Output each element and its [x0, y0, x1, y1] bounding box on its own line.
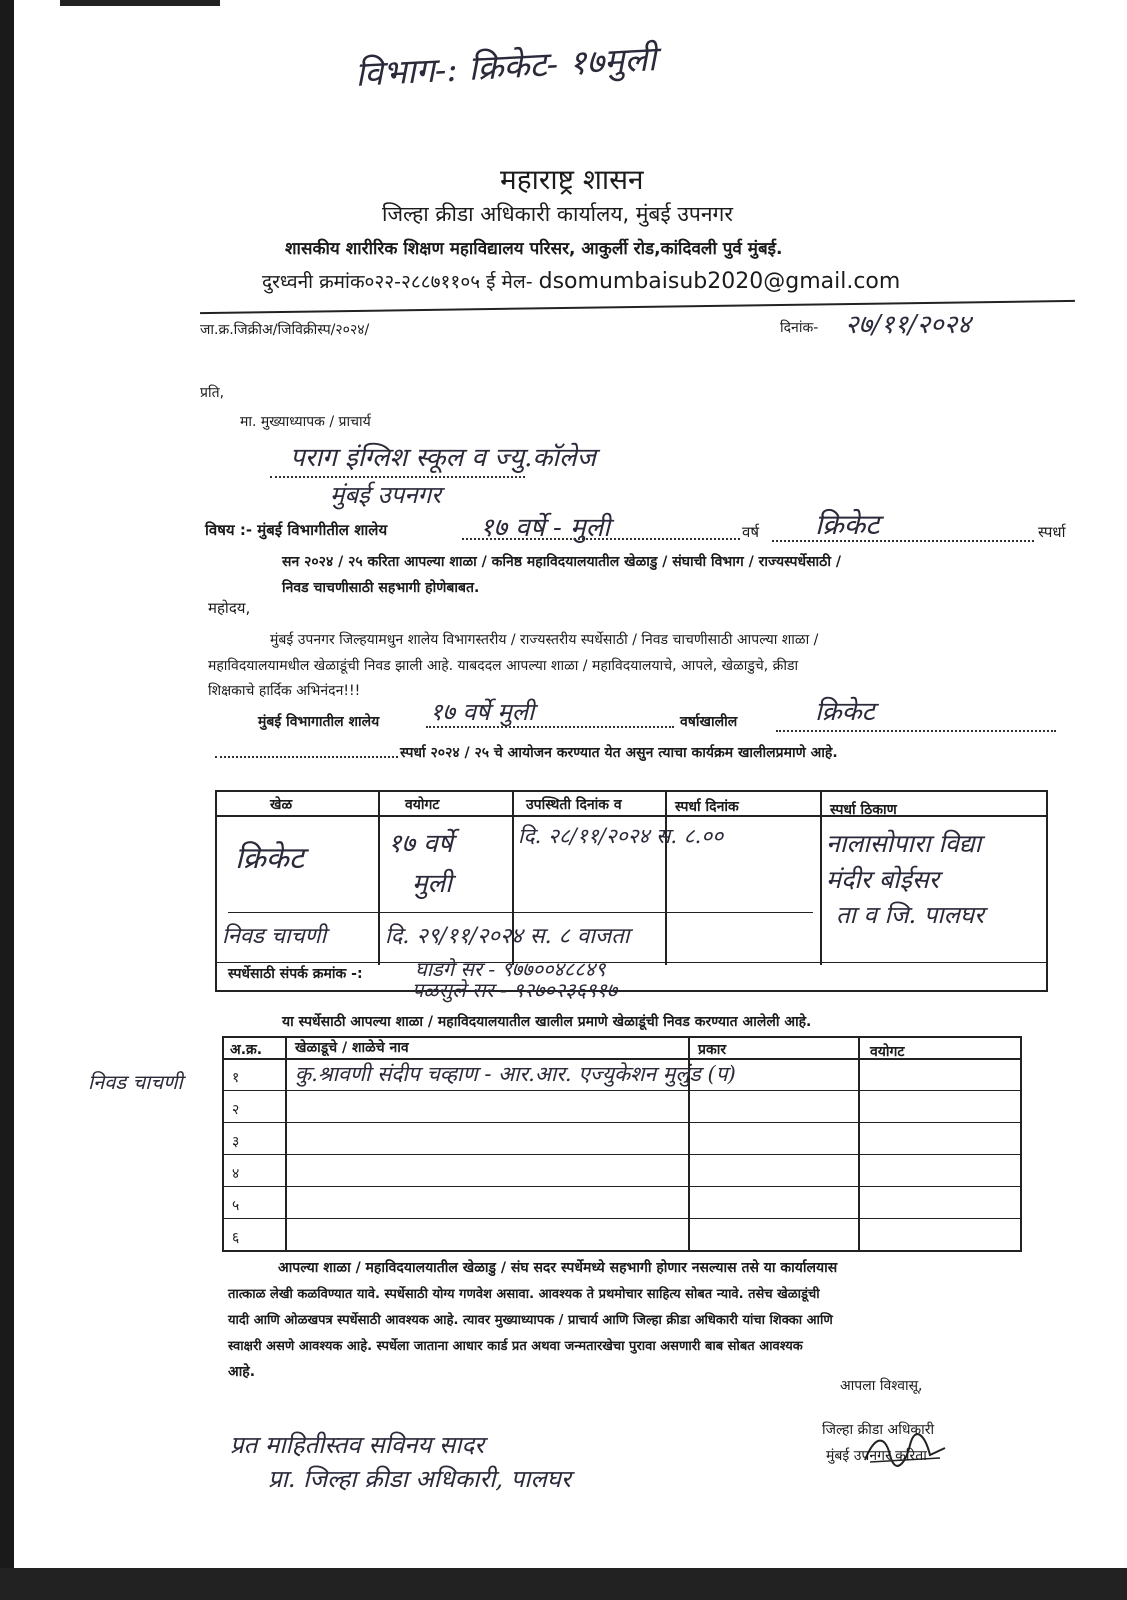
sched-attendance-time: दि. २८/११/२०२४ स. ८.००: [518, 824, 724, 848]
addressee-title: मा. मुख्याध्यापक / प्राचार्य: [240, 414, 371, 430]
players-header-no: अ.क्र.: [230, 1042, 263, 1058]
to-label: प्रति,: [200, 385, 225, 401]
sched-age-line2: मुली: [412, 869, 452, 899]
players-header-age: वयोगट: [870, 1044, 905, 1060]
sched-header-sport: खेळ: [270, 797, 293, 813]
sched-header-attendance: उपस्थिती दिनांक व: [526, 797, 622, 813]
para2-dots-line2: [215, 756, 398, 758]
subject-line3: निवड चाचणीसाठी सहभागी होणेबाबत.: [282, 580, 480, 596]
closing-line3: यादी आणि ओळखपत्र स्पर्धेसाठी आवश्यक आहे. त्यावर मुख्याध्यापक / प्राचार्य आणि जिल्हा क्रीडा अधिकारी यांचा शिक्का आणि: [228, 1313, 833, 1328]
sched-header-venue: स्पर्धा ठिकाण: [830, 802, 897, 818]
sched-selection-label: निवड चाचणी: [222, 924, 327, 949]
signature-place: मुंबई उपनगर करिता: [826, 1448, 927, 1464]
para1-line2: महाविदयालयामधील खेळाडूंची निवड झाली आहे. याबददल आपल्या शाळा / महाविदयालयाचे, आपले, खेळाडुचे, क्रीडा: [208, 658, 799, 674]
players-row-line-3: [222, 1154, 1022, 1155]
date-label: दिनांक-: [780, 320, 819, 336]
header-email[interactable]: dsomumbaisub2020@gmail.com: [538, 269, 901, 294]
players-row5-no: ५: [232, 1198, 240, 1214]
sched-header-age: वयोगट: [405, 797, 440, 813]
sched-contact-divider: [215, 962, 1048, 963]
players-row-line-2: [222, 1122, 1022, 1123]
scan-top-edge: [60, 0, 220, 6]
players-col-4: [1020, 1036, 1022, 1252]
school-name-line2: मुंबई उपनगर: [330, 481, 441, 509]
date-value: २७/११/२०२४: [845, 310, 971, 340]
header-phone: दुरध्वनी क्रमांक०२२-२८८७११०५ ई मेल-: [262, 271, 539, 293]
players-border-bottom: [222, 1250, 1022, 1252]
players-row-line-4: [222, 1186, 1022, 1187]
header-line1: महाराष्ट्र शासन: [500, 163, 644, 196]
players-row4-no: ४: [232, 1166, 240, 1182]
subject-tail: स्पर्धा: [1038, 523, 1066, 541]
sched-col-3: [665, 790, 667, 965]
subject-dots-sport: [772, 540, 1034, 542]
subject-year-word: वर्ष: [742, 523, 760, 541]
sched-contact1: घाडगे सर - ९७७००४८८४९: [415, 957, 606, 981]
sched-venue-line3: ता व जि. पालघर: [836, 901, 984, 929]
closing-line5: आहे.: [228, 1364, 256, 1380]
players-col-0: [222, 1036, 224, 1252]
subject-sport: क्रिकेट: [815, 508, 880, 541]
sched-border-bottom: [215, 990, 1048, 992]
players-row6-no: ६: [232, 1230, 240, 1246]
sched-col-4: [820, 790, 822, 965]
copy-note-line2: प्रा. जिल्हा क्रीडा अधिकारी, पालघर: [268, 1465, 571, 1493]
copy-note-line1: प्रत माहितीस्तव सविनय सादर: [230, 1431, 485, 1459]
para2-prefix: मुंबई विभागातील शालेय: [258, 714, 380, 730]
sched-contact-label: स्पर्धेसाठी संपर्क क्रमांक -:: [228, 966, 363, 982]
para2-dots-sport: [776, 730, 1056, 732]
closing-line2: तात्काळ लेखी कळविण्यात यावे. स्पर्धेसाठी योग्य गणवेश असावा. आवश्यक ते प्रथमोचार साहित्य सोबत न्यावे. तसेच खेळाडूंची: [228, 1287, 820, 1302]
sched-border-header: [215, 815, 1048, 817]
sched-sport: क्रिकेट: [235, 841, 304, 876]
sched-selection-date: दि. २९/११/२०२४ स. ८ वाजता: [385, 924, 630, 949]
header-line4: [262, 268, 900, 294]
players-row3-no: ३: [232, 1134, 240, 1150]
closing-line1: आपल्या शाळा / महाविदयालयातील खेळाडु / संघ सदर स्पर्धेमध्ये सहभागी होणार नसल्यास तसे या कार्यालयास: [278, 1260, 838, 1276]
players-row1-name: कु.श्रावणी संदीप चव्हाण - आर.आर. एज्युकेशन मुलुंड (प): [295, 1062, 736, 1086]
players-header-type: प्रकार: [698, 1042, 727, 1058]
signature-yours: आपला विश्वासू,: [840, 1378, 923, 1394]
sched-age-line1: १७ वर्षे: [388, 829, 453, 859]
sched-border-top: [215, 790, 1048, 792]
sched-selection-line: [228, 912, 813, 913]
subject-label: विषय :- मुंबई विभागीतील शालेय: [205, 521, 388, 539]
players-intro: या स्पर्धेसाठी आपल्या शाळा / महाविदयालयातील खालील प्रमाणे खेळाडूंची निवड करण्यात आलेली आहे.: [282, 1014, 812, 1030]
players-row2-no: २: [232, 1102, 240, 1118]
sched-venue-line2: मंदीर बोईसर: [826, 865, 940, 894]
para2-mid: वर्षाखालील: [680, 714, 738, 730]
para2-line2: स्पर्धा २०२४ / २५ चे आयोजन करण्यात येत असुन त्याचा कार्यक्रम खालीलप्रमाणे आहे.: [400, 745, 838, 761]
school-name-line1: पराग इंग्लिश स्कूल व ज्यु.कॉलेज: [290, 443, 596, 473]
scan-left-edge: [0, 0, 14, 1600]
players-col-1: [285, 1036, 287, 1252]
players-header-name: खेळाडूचे / शाळेचे नाव: [295, 1040, 409, 1056]
subject-line2: सन २०२४ / २५ करिता आपल्या शाळा / कनिष्ठ महाविदयालयातील खेळाडु / संघाची विभाग / राज्यस्पर्धेसाठी /: [282, 554, 841, 570]
players-row-line-5: [222, 1218, 1022, 1219]
players-row1-no: १: [232, 1070, 240, 1086]
reference-number: जा.क्र.जिक्रीअ/जिविक्रीस्प/२०२४/: [200, 322, 370, 338]
salutation: महोदय,: [208, 599, 251, 617]
scan-bottom-edge: [0, 1568, 1127, 1600]
header-line2: जिल्हा क्रीडा अधिकारी कार्यालय, मुंबई उपनगर: [382, 202, 733, 226]
para1-line1: मुंबई उपनगर जिल्हयामधुन शालेय विभागस्तरीय / राज्यस्तरीय स्पर्धेसाठी / निवड चाचणीसाठी आपल्या शाळा /: [270, 632, 819, 648]
header-line3: शासकीय शारीरिक शिक्षण महाविद्यालय परिसर, आकुर्ली रोड,कांदिवली पुर्व मुंबई.: [285, 239, 783, 259]
para2-sport: क्रिकेट: [815, 697, 875, 727]
department-heading: विभाग-: क्रिकेट- १७मुली: [354, 39, 658, 95]
closing-line4: स्वाक्षरी असणे आवश्यक आहे. स्पर्धेला जाताना आधार कार्ड प्रत अथवा जन्मतारखेचा पुरावा असणारी बाब सोबत आवश्यक: [228, 1339, 803, 1354]
players-side-note: निवड चाचणी: [88, 1070, 183, 1094]
sched-contact2: पळसुले सर - ९२७०२३६९१७: [412, 978, 618, 1002]
sched-header-date: स्पर्धा दिनांक: [675, 799, 739, 815]
subject-age: १७ वर्षे - मुली: [480, 513, 611, 543]
para2-age: १७ वर्षे मुली: [430, 698, 535, 726]
sched-col-1: [378, 790, 380, 965]
para1-line3: शिक्षकाचे हार्दिक अभिनंदन!!!: [208, 683, 361, 699]
players-row-line-1: [222, 1090, 1022, 1091]
signature-title: जिल्हा क्रीडा अधिकारी: [822, 1422, 935, 1438]
sched-venue-line1: नालासोपारा विद्या: [826, 829, 982, 858]
players-col-3: [858, 1036, 860, 1252]
